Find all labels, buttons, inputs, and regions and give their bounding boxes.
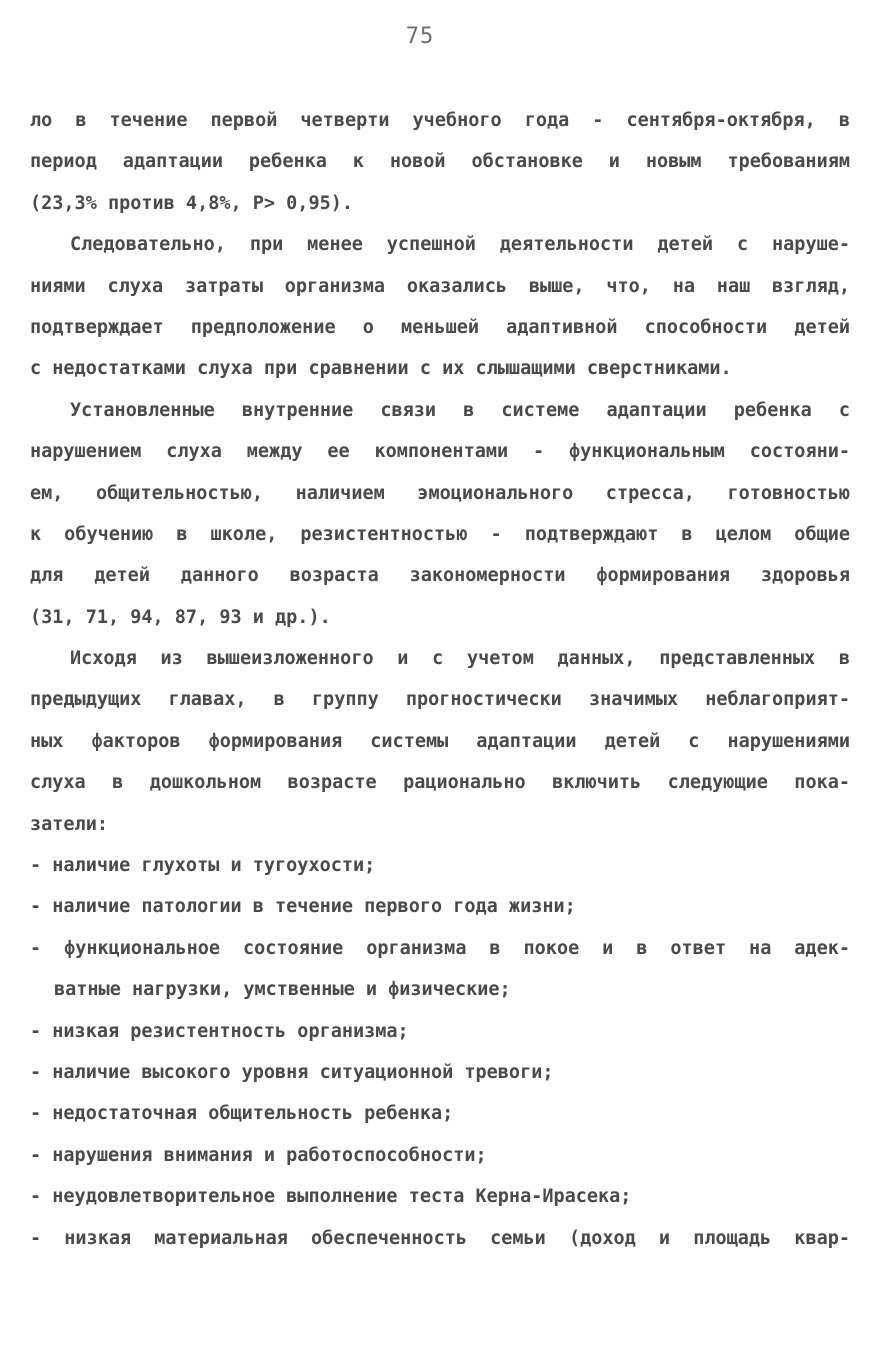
text-line: ем, общительностью, наличием эмоционального стресса, готовностью bbox=[30, 482, 850, 504]
list-item: - недостаточная общительность ребенка; bbox=[30, 1103, 454, 1125]
text-line: ло в течение первой четверти учебного года - сентября-октября, в bbox=[30, 110, 850, 131]
list-item: - нарушения внимания и работоспособности; bbox=[30, 1144, 487, 1166]
paragraph-start-line: Установленные внутренние связи в системе адаптации ребенка с bbox=[70, 399, 850, 421]
list-item: - низкая резистентность организма; bbox=[30, 1020, 409, 1042]
text-line: ных факторов формирования системы адаптации детей с нарушениями bbox=[30, 730, 850, 752]
text-line: слуха в дошкольном возрасте рационально включить следующие пока- bbox=[30, 772, 850, 794]
paragraph-start-line: Исходя из вышеизложенного и с учетом данных, представленных в bbox=[70, 648, 850, 670]
text-line: с недостатками слуха при сравнении с их слышащими сверстниками. bbox=[30, 358, 732, 380]
text-line: нарушением слуха между ее компонентами - функциональным состояни- bbox=[30, 441, 850, 463]
text-line: затели: bbox=[30, 813, 108, 835]
list-item: - наличие глухоты и тугоухости; bbox=[30, 855, 376, 877]
text-line: подтверждает предположение о меньшей адаптивной способности детей bbox=[30, 316, 850, 338]
body-text bbox=[30, 100, 850, 1259]
page-number: 75 bbox=[405, 24, 435, 49]
paragraph-start-line: Следовательно, при менее успешной деятельности детей с наруше- bbox=[70, 234, 850, 256]
text-line: (31, 71, 94, 87, 93 и др.). bbox=[30, 606, 331, 628]
list-item: - неудовлетворительное выполнение теста Керна-Ирасека; bbox=[30, 1186, 632, 1208]
list-item: - низкая материальная обеспеченность семьи (доход и площадь квар- bbox=[30, 1227, 850, 1249]
list-item: - функциональное состояние организма в покое и в ответ на адек- bbox=[30, 937, 850, 959]
text-line: для детей данного возраста закономерности формирования здоровья bbox=[30, 565, 850, 587]
list-item-continuation: ватные нагрузки, умственные и физические; bbox=[54, 979, 511, 1001]
text-line: период адаптации ребенка к новой обстановке и новым требованиям bbox=[30, 151, 850, 173]
text-line: ниями слуха затраты организма оказались выше, что, на наш взгляд, bbox=[30, 275, 850, 297]
list-item: - наличие высокого уровня ситуационной тревоги; bbox=[30, 1061, 554, 1083]
list-item: - наличие патологии в течение первого года жизни; bbox=[30, 896, 576, 918]
text-line: (23,3% против 4,8%, P> 0,95). bbox=[30, 192, 354, 214]
text-line: к обучению в школе, резистентностью - подтверждают в целом общие bbox=[30, 523, 850, 545]
text-line: предыдущих главах, в группу прогностически значимых неблагоприят- bbox=[30, 689, 850, 711]
